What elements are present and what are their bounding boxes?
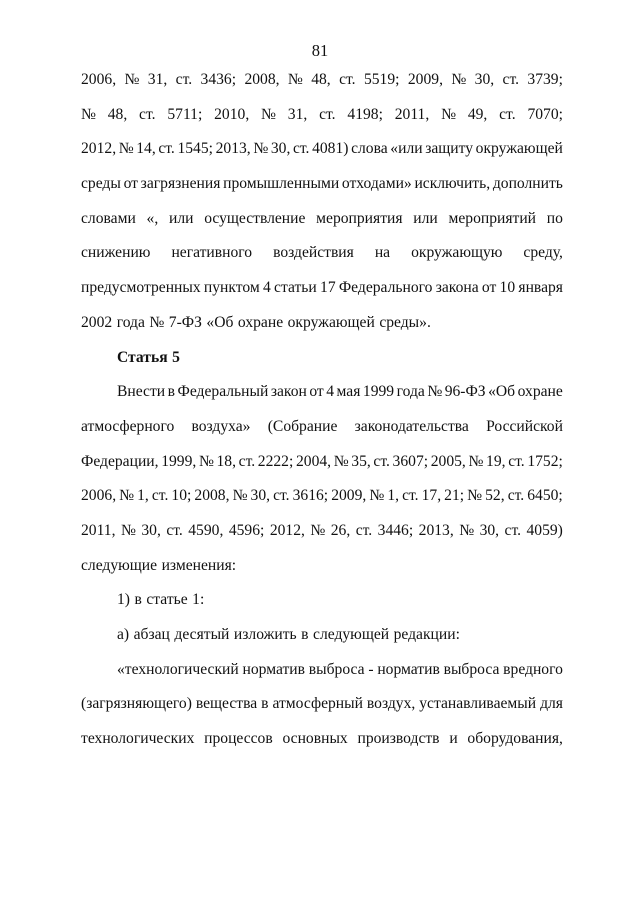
word: 2004, — [295, 452, 332, 470]
word: ст. — [151, 487, 169, 505]
word: 1, — [137, 487, 149, 505]
word: года — [116, 313, 145, 331]
word: «или — [390, 140, 423, 158]
word: 2011, — [394, 105, 430, 123]
word: атмосферный — [272, 695, 363, 713]
word: № — [120, 521, 136, 539]
word: 5 — [172, 348, 180, 366]
word: 2008, — [194, 487, 230, 505]
word: технологических — [81, 730, 195, 748]
word: (Собрание — [267, 417, 338, 435]
word: защиту — [425, 140, 474, 158]
word: № — [451, 71, 467, 88]
word: № — [198, 452, 214, 470]
word: (загрязняющего) — [81, 695, 192, 713]
word: 30, — [474, 71, 495, 88]
text-line — [81, 63, 563, 98]
text-line — [81, 132, 563, 167]
word: слова — [351, 140, 388, 158]
page-number: 81 — [311, 41, 329, 60]
text-line — [81, 167, 563, 202]
word: 3616; — [292, 487, 329, 505]
word: охране — [517, 383, 563, 401]
word: ст. — [175, 71, 193, 88]
word: № — [124, 71, 140, 88]
word: 4198; — [347, 105, 383, 123]
word: в — [301, 626, 309, 643]
word: 1999, — [161, 452, 197, 470]
word: 2005, — [430, 452, 466, 470]
word: предусмотренных — [81, 279, 201, 297]
word: 3739; — [527, 71, 563, 88]
word: Федеральный — [177, 383, 269, 401]
word: № — [459, 521, 475, 539]
word: устанавливаемый — [419, 695, 537, 713]
text-line — [81, 653, 563, 688]
word: негативного — [171, 244, 253, 262]
word: 21; — [444, 487, 465, 505]
word: 52, — [485, 487, 505, 505]
word: № — [119, 487, 135, 505]
word: законодательства — [354, 417, 469, 435]
word: № — [427, 383, 443, 401]
word: № — [261, 105, 276, 123]
word: № — [369, 487, 385, 505]
word: 1: — [192, 591, 205, 609]
word: норматив — [242, 660, 306, 678]
word: 3607; — [392, 452, 429, 470]
word: 4081) — [312, 140, 349, 158]
word: вещества — [195, 695, 258, 713]
word: 48, — [107, 105, 128, 123]
word: 17, — [421, 487, 442, 505]
word: января — [518, 279, 563, 297]
word: Внести — [117, 383, 166, 401]
word: загрязнения — [140, 175, 221, 193]
word: окружающей — [287, 313, 375, 331]
word: статьи — [274, 279, 317, 297]
word: 2006, — [81, 71, 117, 88]
word: № — [253, 140, 269, 158]
word: среду, — [523, 244, 563, 262]
word: 6450; — [527, 487, 563, 505]
word: снижению — [81, 244, 151, 262]
word: для — [540, 695, 563, 713]
word: изложить — [233, 626, 297, 643]
word: 49, — [467, 105, 488, 123]
word: 31, — [287, 105, 308, 123]
word: следующей — [313, 626, 390, 643]
word: или — [168, 209, 194, 227]
word: 2222; — [257, 452, 294, 470]
word: № — [333, 452, 349, 470]
word: воздуха» — [191, 417, 251, 435]
word: 4 — [326, 383, 335, 401]
word: 26, — [330, 521, 351, 539]
word: словами — [81, 209, 136, 227]
word: 5711; — [167, 105, 203, 123]
word: атмосферного — [81, 417, 175, 435]
word: производств — [357, 730, 440, 748]
word: по — [546, 209, 563, 227]
text-line — [81, 236, 563, 271]
word: изменения: — [161, 556, 237, 574]
word: № — [467, 487, 483, 505]
text-line — [81, 306, 563, 341]
text-line — [81, 479, 563, 514]
word: Федерации, — [81, 452, 159, 470]
word: среды». — [379, 313, 431, 331]
word: абзац — [133, 626, 170, 643]
word: ст. — [292, 140, 310, 158]
section-heading — [81, 341, 563, 376]
word: норматив — [377, 660, 440, 678]
word: ст. — [507, 487, 525, 505]
word: осуществление — [204, 209, 306, 227]
word: 96-ФЗ — [444, 383, 486, 401]
word: десятый — [174, 626, 230, 643]
word: № — [310, 521, 326, 539]
word: оборудования, — [467, 730, 563, 748]
word: исключить, — [414, 175, 491, 193]
word: 1999 — [362, 383, 395, 401]
word: от — [123, 175, 138, 193]
word: 2013, — [418, 521, 454, 539]
word: ст. — [238, 452, 256, 470]
word: 10 — [499, 279, 516, 297]
text-line — [81, 271, 563, 306]
document-body — [81, 63, 563, 757]
word: 19, — [486, 452, 506, 470]
word: ст. — [373, 452, 390, 470]
word: мероприятий — [448, 209, 537, 227]
word: ст. — [319, 105, 336, 123]
word: от — [309, 383, 324, 401]
word: 1545; — [177, 140, 213, 158]
word: Федерального — [338, 279, 433, 297]
word: пунктом — [203, 279, 260, 297]
word: отходами» — [341, 175, 412, 193]
word: № — [81, 105, 96, 123]
word: 2011, — [81, 521, 116, 539]
text-line — [81, 549, 563, 584]
word: выброса — [443, 660, 500, 678]
word: 2009, — [407, 71, 443, 88]
text-line — [81, 618, 563, 653]
word: 2013, — [215, 140, 251, 158]
word: № — [468, 452, 484, 470]
word: № — [441, 105, 456, 123]
word: воздух, — [366, 695, 416, 713]
word: 35, — [351, 452, 371, 470]
word: или — [413, 209, 438, 227]
word: ст. — [402, 487, 419, 505]
text-line — [81, 98, 563, 133]
word: 14, — [136, 140, 156, 158]
word: 4596; — [228, 521, 265, 539]
word: мая — [336, 383, 361, 401]
word: в — [261, 695, 269, 713]
word: ст. — [158, 140, 175, 158]
word: ст. — [355, 521, 373, 539]
word: 31, — [147, 71, 168, 88]
word: 7-ФЗ — [168, 313, 202, 331]
word: статье — [146, 591, 188, 609]
word: 2008, — [244, 71, 280, 88]
word: закона — [435, 279, 479, 297]
word: Статья — [117, 348, 168, 366]
word: 3446; — [377, 521, 414, 539]
word: «Об — [488, 383, 516, 401]
word: 3436; — [200, 71, 237, 88]
word: вредного — [503, 660, 563, 678]
word: ст. — [508, 452, 525, 470]
word: 2006, — [81, 487, 117, 505]
word: года — [396, 383, 425, 401]
word: промышленными — [223, 175, 340, 193]
word: 2010, — [214, 105, 250, 123]
word: окружающей — [475, 140, 563, 158]
text-line — [81, 687, 563, 722]
word: ст. — [166, 521, 183, 539]
word: окружающую — [411, 244, 503, 262]
word: 30, — [479, 521, 500, 539]
text-line — [81, 375, 563, 410]
word: ст. — [139, 105, 156, 123]
word: выброса — [308, 660, 365, 678]
word: 30, — [270, 140, 291, 158]
word: в — [167, 383, 176, 401]
word: «Об — [206, 313, 234, 331]
word: 4590, — [188, 521, 224, 539]
word: 2009, — [331, 487, 367, 505]
word: 7070; — [527, 105, 563, 123]
text-line — [81, 202, 563, 237]
word: закон — [270, 383, 307, 401]
word: 2012, — [81, 140, 117, 158]
word: ст. — [499, 105, 516, 123]
text-line — [81, 583, 563, 618]
word: 30, — [250, 487, 271, 505]
word: воздействия — [273, 244, 354, 262]
word: среды — [81, 175, 121, 193]
word: 17 — [320, 279, 336, 297]
word: «, — [146, 209, 159, 227]
word: 48, — [311, 71, 331, 88]
word: 2012, — [269, 521, 305, 539]
word: № — [118, 140, 134, 158]
text-line — [81, 514, 563, 549]
word: 4059) — [526, 521, 563, 539]
word: мероприятия — [316, 209, 403, 227]
word: «технологический — [117, 660, 239, 678]
word: основных — [282, 730, 348, 748]
text-line — [81, 722, 563, 757]
word: редакции: — [393, 626, 460, 643]
word: от — [481, 279, 497, 297]
word: 10; — [171, 487, 192, 505]
word: охране — [237, 313, 284, 331]
word: и — [449, 730, 458, 748]
word: ст. — [339, 71, 356, 88]
word: № — [287, 71, 303, 88]
word: ст. — [273, 487, 290, 505]
word: ст. — [502, 71, 519, 88]
word: а) — [117, 626, 130, 643]
word: ст. — [504, 521, 521, 539]
word: в — [134, 591, 142, 609]
word: Российской — [486, 417, 563, 435]
word: № — [149, 313, 165, 331]
word: 30, — [141, 521, 161, 539]
word: № — [232, 487, 248, 505]
word: дополнить — [492, 175, 563, 193]
word: 5519; — [363, 71, 400, 88]
word: процессов — [204, 730, 273, 748]
word: 2002 — [81, 313, 113, 331]
word: следующие — [81, 556, 158, 574]
word: 1) — [117, 591, 130, 609]
text-line — [81, 445, 563, 480]
word: - — [368, 660, 374, 678]
word: 1, — [387, 487, 400, 505]
word: на — [374, 244, 391, 262]
word: 18, — [216, 452, 236, 470]
text-line — [81, 410, 563, 445]
word: 1752; — [527, 452, 563, 470]
word: 4 — [263, 279, 271, 297]
